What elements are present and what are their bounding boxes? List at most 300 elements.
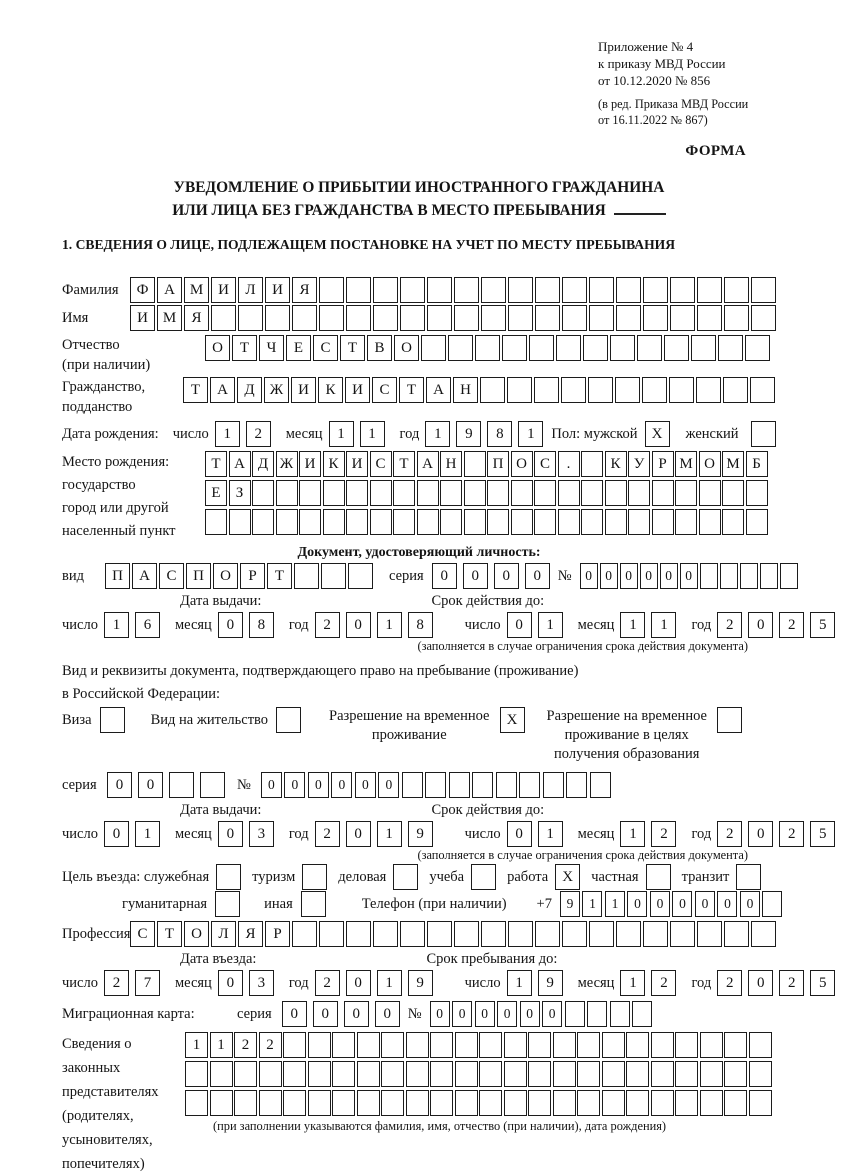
form-cell[interactable]: Я [292,277,317,303]
form-cell[interactable] [643,921,668,947]
form-cell[interactable] [259,1061,282,1087]
form-cell[interactable] [528,1061,551,1087]
form-cell[interactable] [427,921,452,947]
form-cell[interactable] [562,921,587,947]
form-cell[interactable]: Л [211,921,236,947]
form-cell[interactable]: К [605,451,627,477]
form-cell[interactable]: М [722,451,744,477]
form-cell[interactable]: 1 [135,821,160,847]
form-cell[interactable] [421,335,446,361]
form-cell[interactable]: А [210,377,235,403]
form-cell[interactable] [760,563,778,589]
form-cell[interactable] [577,1090,600,1116]
form-cell[interactable]: О [184,921,209,947]
form-cell[interactable] [464,480,486,506]
form-cell[interactable]: С [372,377,397,403]
form-cell[interactable] [720,563,738,589]
form-cell[interactable] [454,921,479,947]
form-cell[interactable] [581,509,603,535]
form-cell[interactable] [669,377,694,403]
form-cell[interactable] [615,377,640,403]
form-cell[interactable]: 0 [525,563,550,589]
form-cell[interactable] [534,377,559,403]
form-cell[interactable]: 9 [408,821,433,847]
form-cell[interactable] [675,1032,698,1058]
form-cell[interactable] [590,772,611,798]
form-cell[interactable]: 8 [408,612,433,638]
form-cell[interactable]: И [265,277,290,303]
form-cell[interactable] [276,480,298,506]
form-cell[interactable] [700,563,718,589]
form-cell[interactable]: 3 [249,970,274,996]
form-cell[interactable] [294,563,319,589]
form-cell[interactable] [346,277,371,303]
form-cell[interactable] [610,1001,630,1027]
form-cell[interactable] [558,480,580,506]
form-cell[interactable]: 0 [695,891,715,917]
form-cell[interactable] [749,1090,772,1116]
form-cell[interactable]: 0 [138,772,163,798]
form-cell[interactable] [427,277,452,303]
form-cell[interactable]: 0 [331,772,352,798]
form-cell[interactable] [308,1032,331,1058]
form-cell[interactable] [400,921,425,947]
form-cell[interactable] [751,305,776,331]
form-cell[interactable] [675,1061,698,1087]
form-cell[interactable]: 2 [246,421,271,447]
form-cell[interactable]: 0 [497,1001,517,1027]
form-cell[interactable]: И [299,451,321,477]
form-cell[interactable] [616,305,641,331]
form-cell[interactable]: 0 [375,1001,400,1027]
form-cell[interactable] [562,277,587,303]
form-cell[interactable] [200,772,225,798]
form-cell[interactable] [449,772,470,798]
form-cell[interactable]: 1 [215,421,240,447]
form-cell[interactable]: 0 [672,891,692,917]
form-cell[interactable] [504,1032,527,1058]
form-cell[interactable]: Р [652,451,674,477]
form-cell[interactable]: 0 [580,563,598,589]
form-cell[interactable]: М [184,277,209,303]
form-cell[interactable]: 2 [717,612,742,638]
form-cell[interactable]: 0 [717,891,737,917]
form-cell[interactable] [605,509,627,535]
form-cell[interactable]: 1 [329,421,354,447]
form-cell[interactable]: 2 [315,612,340,638]
form-cell[interactable] [357,1090,380,1116]
form-cell[interactable]: 2 [717,970,742,996]
form-cell[interactable]: 2 [651,821,676,847]
form-cell[interactable]: 9 [560,891,580,917]
form-cell[interactable]: 1 [377,970,402,996]
form-cell[interactable] [700,1032,723,1058]
form-cell[interactable]: 0 [620,563,638,589]
form-cell[interactable] [402,772,423,798]
form-cell[interactable]: 2 [779,612,804,638]
checkbox-gumanitarnaya[interactable] [215,891,240,917]
form-cell[interactable] [276,509,298,535]
form-cell[interactable] [697,921,722,947]
form-cell[interactable] [455,1090,478,1116]
form-cell[interactable]: 1 [425,421,450,447]
form-cell[interactable] [722,509,744,535]
form-cell[interactable]: 2 [234,1032,257,1058]
form-cell[interactable]: 0 [313,1001,338,1027]
form-cell[interactable] [319,921,344,947]
form-cell[interactable] [234,1061,257,1087]
form-cell[interactable] [610,335,635,361]
form-cell[interactable] [357,1032,380,1058]
form-cell[interactable]: 1 [377,612,402,638]
form-cell[interactable] [265,305,290,331]
form-cell[interactable]: 2 [779,970,804,996]
form-cell[interactable] [553,1061,576,1087]
form-cell[interactable] [479,1090,502,1116]
form-cell[interactable]: О [213,563,238,589]
form-cell[interactable]: 0 [627,891,647,917]
form-cell[interactable] [581,480,603,506]
form-cell[interactable] [417,509,439,535]
form-cell[interactable]: Н [440,451,462,477]
form-cell[interactable] [210,1090,233,1116]
form-cell[interactable]: 0 [475,1001,495,1027]
form-cell[interactable] [393,480,415,506]
form-cell[interactable]: П [487,451,509,477]
form-cell[interactable] [475,335,500,361]
form-cell[interactable] [626,1032,649,1058]
form-cell[interactable]: К [323,451,345,477]
form-cell[interactable]: И [346,451,368,477]
form-cell[interactable] [605,480,627,506]
form-cell[interactable]: 6 [135,612,160,638]
form-cell[interactable] [427,305,452,331]
form-cell[interactable]: 1 [538,821,563,847]
form-cell[interactable] [699,509,721,535]
form-cell[interactable]: У [628,451,650,477]
checkbox-residence[interactable] [276,707,301,733]
form-cell[interactable] [751,277,776,303]
form-cell[interactable] [652,480,674,506]
form-cell[interactable]: 0 [748,821,773,847]
form-cell[interactable]: 5 [810,612,835,638]
form-cell[interactable] [616,921,641,947]
form-cell[interactable]: 0 [346,821,371,847]
form-cell[interactable] [455,1061,478,1087]
form-cell[interactable] [643,305,668,331]
checkbox-chastnaya[interactable] [646,864,671,890]
form-cell[interactable] [308,1061,331,1087]
form-cell[interactable]: Е [205,480,227,506]
form-cell[interactable]: О [511,451,533,477]
form-cell[interactable] [238,305,263,331]
form-cell[interactable] [565,1001,585,1027]
form-cell[interactable]: Т [267,563,292,589]
form-cell[interactable] [283,1090,306,1116]
form-cell[interactable]: 7 [135,970,160,996]
form-cell[interactable]: 5 [810,970,835,996]
form-cell[interactable] [348,563,373,589]
form-cell[interactable] [454,305,479,331]
form-cell[interactable] [496,772,517,798]
form-cell[interactable] [562,305,587,331]
form-cell[interactable] [346,480,368,506]
form-cell[interactable]: К [318,377,343,403]
form-cell[interactable]: 0 [218,970,243,996]
form-cell[interactable] [751,921,776,947]
form-cell[interactable]: Р [265,921,290,947]
form-cell[interactable] [724,921,749,947]
form-cell[interactable]: 0 [308,772,329,798]
form-cell[interactable]: И [291,377,316,403]
form-cell[interactable]: 1 [620,970,645,996]
checkbox-delovaya[interactable] [393,864,418,890]
form-cell[interactable] [373,277,398,303]
form-cell[interactable] [528,1032,551,1058]
form-cell[interactable] [587,1001,607,1027]
form-cell[interactable]: Н [453,377,478,403]
checkbox-turizm[interactable] [302,864,327,890]
form-cell[interactable] [556,335,581,361]
form-cell[interactable]: Т [205,451,227,477]
form-cell[interactable]: 0 [660,563,678,589]
form-cell[interactable]: А [132,563,157,589]
form-cell[interactable] [637,335,662,361]
form-cell[interactable] [643,277,668,303]
form-cell[interactable]: А [157,277,182,303]
form-cell[interactable] [589,305,614,331]
form-cell[interactable] [577,1032,600,1058]
form-cell[interactable] [626,1061,649,1087]
form-cell[interactable]: 0 [104,821,129,847]
form-cell[interactable]: 0 [748,612,773,638]
form-cell[interactable]: 0 [355,772,376,798]
form-cell[interactable]: 9 [538,970,563,996]
form-cell[interactable] [370,480,392,506]
form-cell[interactable] [332,1061,355,1087]
form-cell[interactable]: 1 [210,1032,233,1058]
checkbox-sluzhebnaya[interactable] [216,864,241,890]
form-cell[interactable] [675,1090,698,1116]
form-cell[interactable] [479,1061,502,1087]
form-cell[interactable] [299,480,321,506]
form-cell[interactable] [670,921,695,947]
form-cell[interactable]: З [229,480,251,506]
form-cell[interactable] [346,509,368,535]
form-cell[interactable] [602,1061,625,1087]
form-cell[interactable]: 0 [520,1001,540,1027]
form-cell[interactable] [323,509,345,535]
form-cell[interactable]: 1 [605,891,625,917]
form-cell[interactable] [381,1061,404,1087]
form-cell[interactable] [308,1090,331,1116]
form-cell[interactable]: 1 [377,821,402,847]
form-cell[interactable] [697,305,722,331]
form-cell[interactable]: 9 [456,421,481,447]
form-cell[interactable]: Т [232,335,257,361]
form-cell[interactable] [528,1090,551,1116]
form-cell[interactable] [651,1061,674,1087]
form-cell[interactable] [511,480,533,506]
form-cell[interactable] [602,1032,625,1058]
checkbox-rvp-edu[interactable] [717,707,742,733]
form-cell[interactable] [252,509,274,535]
form-cell[interactable]: 0 [542,1001,562,1027]
form-cell[interactable] [519,772,540,798]
form-cell[interactable]: В [367,335,392,361]
form-cell[interactable] [319,305,344,331]
form-cell[interactable]: А [229,451,251,477]
form-cell[interactable] [319,277,344,303]
form-cell[interactable] [464,509,486,535]
form-cell[interactable]: 1 [620,612,645,638]
form-cell[interactable]: 8 [487,421,512,447]
form-cell[interactable] [602,1090,625,1116]
form-cell[interactable] [454,277,479,303]
form-cell[interactable] [430,1032,453,1058]
form-cell[interactable] [448,335,473,361]
form-cell[interactable] [481,277,506,303]
form-cell[interactable] [440,509,462,535]
form-cell[interactable] [185,1061,208,1087]
form-cell[interactable] [417,480,439,506]
form-cell[interactable] [534,480,556,506]
form-cell[interactable] [252,480,274,506]
form-cell[interactable] [502,335,527,361]
form-cell[interactable]: 0 [218,821,243,847]
form-cell[interactable] [234,1090,257,1116]
form-cell[interactable] [553,1090,576,1116]
form-cell[interactable] [511,509,533,535]
form-cell[interactable]: 0 [463,563,488,589]
form-cell[interactable] [508,921,533,947]
form-cell[interactable]: Т [393,451,415,477]
form-cell[interactable] [651,1032,674,1058]
form-cell[interactable] [381,1032,404,1058]
form-cell[interactable]: 0 [282,1001,307,1027]
form-cell[interactable] [169,772,194,798]
form-cell[interactable] [675,509,697,535]
form-cell[interactable] [626,1090,649,1116]
form-cell[interactable]: 1 [582,891,602,917]
form-cell[interactable]: 3 [249,821,274,847]
form-cell[interactable] [529,335,554,361]
form-cell[interactable]: 2 [315,821,340,847]
form-cell[interactable]: 0 [107,772,132,798]
form-cell[interactable]: 1 [360,421,385,447]
form-cell[interactable]: М [157,305,182,331]
form-cell[interactable] [616,277,641,303]
form-cell[interactable] [642,377,667,403]
checkbox-ucheba[interactable] [471,864,496,890]
form-cell[interactable] [504,1090,527,1116]
form-cell[interactable]: Я [238,921,263,947]
form-cell[interactable] [700,1061,723,1087]
form-cell[interactable]: 0 [452,1001,472,1027]
form-cell[interactable] [589,921,614,947]
form-cell[interactable]: С [370,451,392,477]
form-cell[interactable]: Б [746,451,768,477]
form-cell[interactable] [205,509,227,535]
form-cell[interactable]: 1 [518,421,543,447]
form-cell[interactable] [406,1032,429,1058]
form-cell[interactable] [283,1061,306,1087]
form-cell[interactable] [581,451,603,477]
form-cell[interactable]: О [699,451,721,477]
form-cell[interactable]: 1 [620,821,645,847]
form-cell[interactable] [696,377,721,403]
form-cell[interactable]: 2 [651,970,676,996]
form-cell[interactable] [508,277,533,303]
form-cell[interactable]: 0 [344,1001,369,1027]
form-cell[interactable] [472,772,493,798]
form-cell[interactable] [670,277,695,303]
form-cell[interactable]: Т [399,377,424,403]
form-cell[interactable]: С [313,335,338,361]
checkbox-rabota[interactable]: X [555,864,580,890]
form-cell[interactable] [487,509,509,535]
form-cell[interactable] [259,1090,282,1116]
form-cell[interactable]: 0 [640,563,658,589]
form-cell[interactable] [746,509,768,535]
form-cell[interactable]: 0 [430,1001,450,1027]
form-cell[interactable]: Р [240,563,265,589]
form-cell[interactable] [723,377,748,403]
form-cell[interactable]: М [675,451,697,477]
form-cell[interactable]: А [426,377,451,403]
form-cell[interactable] [749,1032,772,1058]
form-cell[interactable] [722,480,744,506]
form-cell[interactable] [393,509,415,535]
form-cell[interactable]: 2 [779,821,804,847]
form-cell[interactable] [487,480,509,506]
form-cell[interactable]: 0 [680,563,698,589]
form-cell[interactable] [553,1032,576,1058]
form-cell[interactable] [664,335,689,361]
form-cell[interactable]: И [211,277,236,303]
form-cell[interactable] [373,921,398,947]
checkbox-visa[interactable] [100,707,125,733]
form-cell[interactable] [332,1090,355,1116]
form-cell[interactable] [425,772,446,798]
form-cell[interactable] [370,509,392,535]
form-cell[interactable] [724,277,749,303]
form-cell[interactable]: О [205,335,230,361]
form-cell[interactable]: Я [184,305,209,331]
form-cell[interactable]: 5 [810,821,835,847]
form-cell[interactable] [697,277,722,303]
form-cell[interactable] [430,1061,453,1087]
form-cell[interactable] [400,277,425,303]
form-cell[interactable] [628,480,650,506]
form-cell[interactable] [724,1032,747,1058]
form-cell[interactable]: 9 [408,970,433,996]
form-cell[interactable] [210,1061,233,1087]
form-cell[interactable] [745,335,770,361]
form-cell[interactable] [400,305,425,331]
form-cell[interactable] [561,377,586,403]
form-cell[interactable] [746,480,768,506]
form-cell[interactable] [718,335,743,361]
form-cell[interactable]: 1 [651,612,676,638]
form-cell[interactable] [283,1032,306,1058]
form-cell[interactable] [229,509,251,535]
form-cell[interactable] [577,1061,600,1087]
form-cell[interactable] [321,563,346,589]
form-cell[interactable] [652,509,674,535]
form-cell[interactable] [480,377,505,403]
form-cell[interactable] [292,305,317,331]
